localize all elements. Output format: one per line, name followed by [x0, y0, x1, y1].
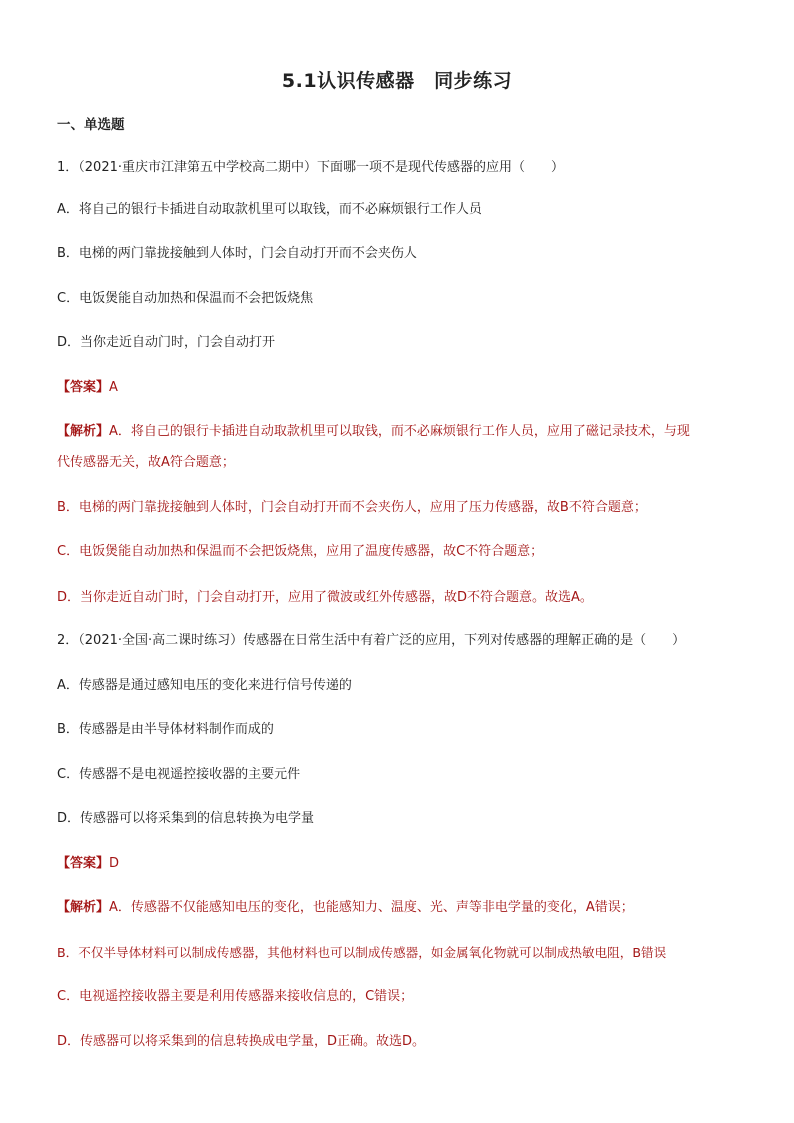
- question-1-analysis-line-1: [57, 423, 747, 441]
- question-2-analysis-line-1: [57, 899, 747, 917]
- question-1-analysis-line-5: D．当你走近自动门时，门会自动打开，应用了微波或红外传感器，故D不符合题意。故选A。: [57, 590, 593, 605]
- question-2-analysis-line-3: C．电视遥控接收器主要是利用传感器来接收信息的，C错误；: [57, 989, 414, 1004]
- question-1-analysis-line-4: C．电饭煲能自动加热和保温而不会把饭烧焦，应用了温度传感器，故C不符合题意；: [57, 544, 544, 559]
- answer-value: D: [109, 856, 120, 871]
- question-1-option-b: B．电梯的两门靠拢接触到人体时，门会自动打开而不会夹伤人: [57, 246, 417, 261]
- analysis-text: A．将自己的银行卡插进自动取款机里可以取钱，而不必麻烦银行工作人员，应用了磁记录技术，与现: [109, 424, 690, 439]
- section-heading: 一、单选题: [57, 117, 125, 133]
- answer-label: 【答案】: [57, 856, 110, 871]
- answer-value: A: [109, 380, 118, 395]
- page-title: 5.1认识传感器 同步练习: [281, 70, 513, 92]
- question-1-option-a: A．将自己的银行卡插进自动取款机里可以取钱，而不必麻烦银行工作人员: [57, 202, 482, 217]
- analysis-text: A．传感器不仅能感知电压的变化，也能感知力、温度、光、声等非电学量的变化，A错误；: [109, 900, 634, 915]
- question-2-answer: [57, 855, 747, 873]
- analysis-label: 【解析】: [57, 900, 110, 915]
- question-1-option-d: D．当你走近自动门时，门会自动打开: [57, 335, 276, 350]
- answer-label: 【答案】: [57, 380, 110, 395]
- question-2-option-c: C．传感器不是电视遥控接收器的主要元件: [57, 767, 301, 782]
- question-2-option-b: B．传感器是由半导体材料制作而成的: [57, 722, 274, 737]
- question-1-stem: 1．（2021·重庆市江津第五中学校高二期中）下面哪一项不是现代传感器的应用（ ）: [57, 160, 564, 175]
- question-1-analysis-line-3: B．电梯的两门靠拢接触到人体时，门会自动打开而不会夹伤人，应用了压力传感器，故B不符合题意；: [57, 500, 647, 515]
- question-1-answer: [57, 379, 747, 397]
- question-2-analysis-line-2: B．不仅半导体材料可以制成传感器，其他材料也可以制成传感器，如金属氧化物就可以制成热敏电阻，B错误: [57, 945, 667, 960]
- question-1-analysis-line-2: 代传感器无关，故A符合题意；: [57, 455, 235, 470]
- question-2-option-a: A．传感器是通过感知电压的变化来进行信号传递的: [57, 678, 352, 693]
- question-2-analysis-line-4: D．传感器可以将采集到的信息转换成电学量，D正确。故选D。: [57, 1034, 426, 1049]
- question-2-stem: 2．（2021·全国·高二课时练习）传感器在日常生活中有着广泛的应用，下列对传感器的理解正确的是（ ）: [57, 633, 686, 648]
- analysis-label: 【解析】: [57, 424, 110, 439]
- question-2-option-d: D．传感器可以将采集到的信息转换为电学量: [57, 811, 315, 826]
- question-1-option-c: C．电饭煲能自动加热和保温而不会把饭烧焦: [57, 291, 314, 306]
